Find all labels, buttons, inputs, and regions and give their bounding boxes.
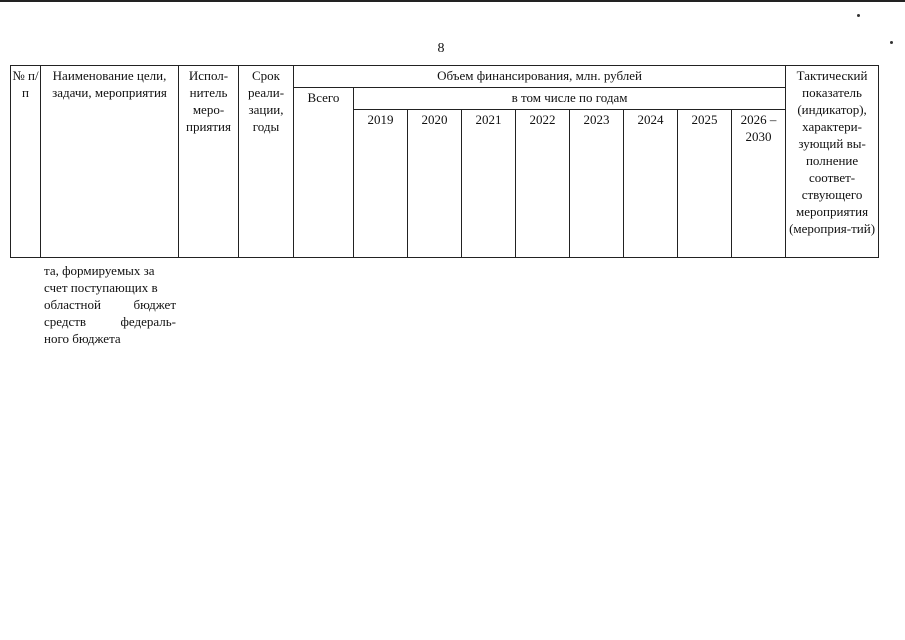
- text-word: федераль-: [120, 314, 176, 329]
- text-word: та, формируемых за: [44, 263, 155, 278]
- year-header: 2023: [570, 110, 624, 258]
- col-executor-header: Испол-нитель меро-приятия: [179, 66, 239, 258]
- year-header: 2021: [462, 110, 516, 258]
- text-word: счет поступающих в: [44, 280, 158, 295]
- page-top-border: [0, 0, 905, 2]
- year-header: 2025: [678, 110, 732, 258]
- year-header: 2019: [354, 110, 408, 258]
- col-number-header: № п/п: [11, 66, 41, 258]
- text-word: средств: [44, 314, 87, 329]
- year-header: 2024: [624, 110, 678, 258]
- financing-table-header: [10, 65, 879, 258]
- col-funding-header: Объем финансирования, млн. рублей: [294, 66, 786, 88]
- scan-speck: [857, 14, 860, 17]
- year-header: 2026 – 2030: [732, 110, 786, 258]
- continued-text: [44, 262, 176, 347]
- scan-speck: [890, 41, 893, 44]
- text-line: [44, 279, 176, 296]
- text-line: [44, 296, 176, 313]
- col-total-header: Всего: [294, 88, 354, 258]
- col-term-header: Срок реали-зации, годы: [239, 66, 294, 258]
- col-indicator-header: Тактический показатель (индикатор), характери-зующий вы-полнение соответ-ствующего мероприятия (мероприя-тий): [786, 66, 879, 258]
- text-line: [44, 330, 176, 347]
- col-name-header: Наименование цели, задачи, мероприятия: [41, 66, 179, 258]
- col-by-years-header: в том числе по годам: [354, 88, 786, 110]
- year-header: 2020: [408, 110, 462, 258]
- text-word: ного бюджета: [44, 331, 121, 346]
- text-word: бюджет: [133, 297, 176, 312]
- year-header: 2022: [516, 110, 570, 258]
- text-line: [44, 262, 176, 279]
- page-number: 8: [437, 41, 445, 56]
- text-line: [44, 313, 176, 330]
- text-word: областной: [44, 297, 101, 312]
